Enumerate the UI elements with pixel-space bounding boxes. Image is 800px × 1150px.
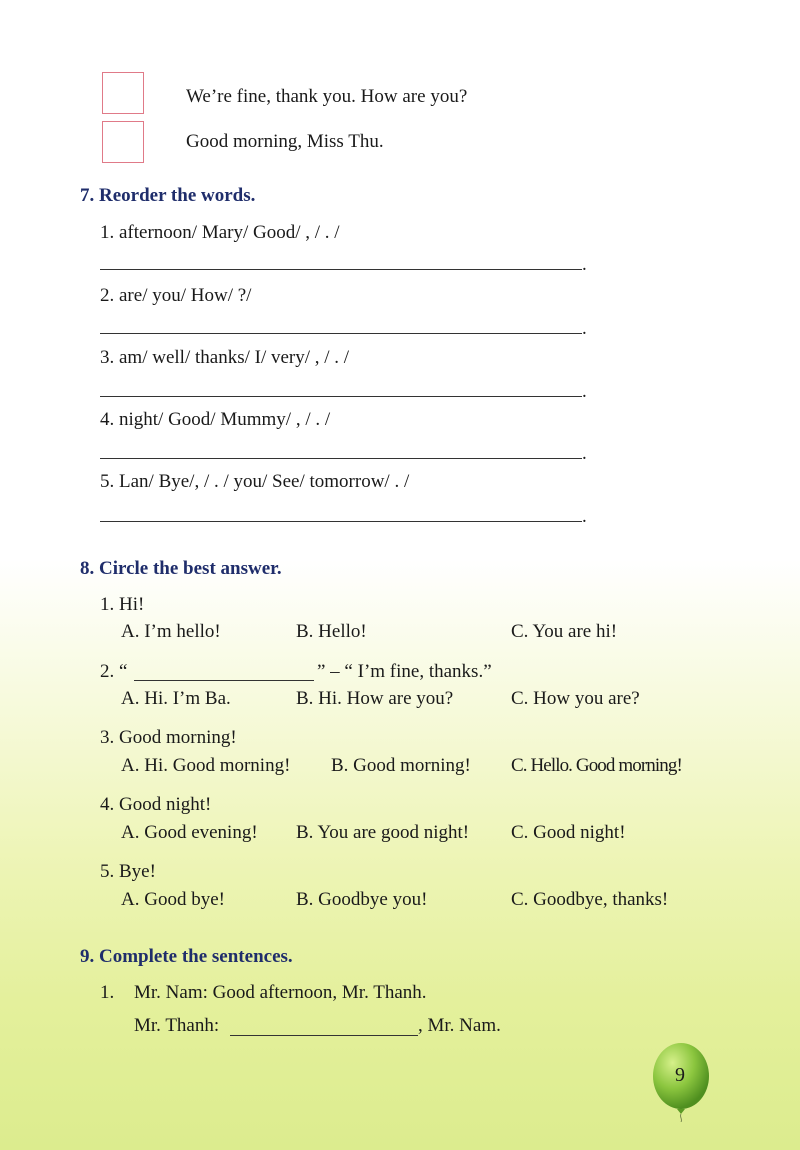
question-4: 4. Good night!	[100, 794, 212, 815]
q4-option-c[interactable]: C. Good night!	[511, 822, 626, 843]
matching-text-1: We’re fine, thank you. How are you?	[186, 86, 468, 107]
answer-box-2[interactable]	[102, 121, 144, 163]
page-number: 9	[675, 1064, 685, 1086]
sentence-1-line-1: Mr. Nam: Good afternoon, Mr. Thanh.	[134, 982, 427, 1003]
q1-option-b[interactable]: B. Hello!	[296, 621, 367, 642]
sentence-number-1: 1.	[100, 982, 115, 1003]
reorder-item-4: 4. night/ Good/ Mummy/ , / . /	[100, 409, 331, 430]
q5-option-c[interactable]: C. Goodbye, thanks!	[511, 889, 669, 910]
answer-line-1[interactable]	[100, 269, 582, 270]
sentence-1-line-2-end: , Mr. Nam.	[418, 1015, 501, 1036]
q2-option-b[interactable]: B. Hi. How are you?	[296, 688, 454, 709]
question-5: 5. Bye!	[100, 861, 156, 882]
q3-option-b[interactable]: B. Good morning!	[331, 755, 471, 776]
reorder-item-3: 3. am/ well/ thanks/ I/ very/ , / . /	[100, 347, 350, 368]
end-mark-3: .	[582, 381, 587, 402]
answer-line-3[interactable]	[100, 396, 582, 397]
sentence-1-line-2-start: Mr. Thanh:	[134, 1015, 220, 1036]
q5-option-b[interactable]: B. Goodbye you!	[296, 889, 428, 910]
answer-line-5[interactable]	[100, 521, 582, 522]
answer-line-2[interactable]	[100, 333, 582, 334]
end-mark-5: .	[582, 506, 587, 527]
reorder-item-5: 5. Lan/ Bye/, / . / you/ See/ tomorrow/ . /	[100, 471, 410, 492]
reorder-item-2: 2. are/ you/ How/ ?/	[100, 285, 252, 306]
question-2-end: ” – “ I’m fine, thanks.”	[317, 661, 492, 682]
reorder-item-1: 1. afternoon/ Mary/ Good/ , / . /	[100, 222, 340, 243]
section-7-heading: 7. Reorder the words.	[80, 185, 256, 206]
end-mark-4: .	[582, 443, 587, 464]
end-mark-2: .	[582, 318, 587, 339]
q4-option-b[interactable]: B. You are good night!	[296, 822, 470, 843]
q3-option-a[interactable]: A. Hi. Good morning!	[121, 755, 291, 776]
section-8-heading: 8. Circle the best answer.	[80, 558, 282, 579]
q4-option-a[interactable]: A. Good evening!	[121, 822, 258, 843]
q1-option-c[interactable]: C. You are hi!	[511, 621, 618, 642]
section-9-heading: 9. Complete the sentences.	[80, 946, 293, 967]
q3-option-c[interactable]: C. Hello. Good morning!	[511, 755, 682, 776]
q1-option-a[interactable]: A. I’m hello!	[121, 621, 221, 642]
answer-box-1[interactable]	[102, 72, 144, 114]
matching-text-2: Good morning, Miss Thu.	[186, 131, 384, 152]
answer-line-4[interactable]	[100, 458, 582, 459]
end-mark-1: .	[582, 254, 587, 275]
question-2-blank[interactable]	[134, 680, 314, 681]
question-1: 1. Hi!	[100, 594, 145, 615]
question-3: 3. Good morning!	[100, 727, 237, 748]
q2-option-a[interactable]: A. Hi. I’m Ba.	[121, 688, 231, 709]
q2-option-c[interactable]: C. How you are?	[511, 688, 640, 709]
q5-option-a[interactable]: A. Good bye!	[121, 889, 225, 910]
question-2-start: 2. “	[100, 661, 128, 682]
sentence-1-blank[interactable]	[230, 1035, 418, 1036]
